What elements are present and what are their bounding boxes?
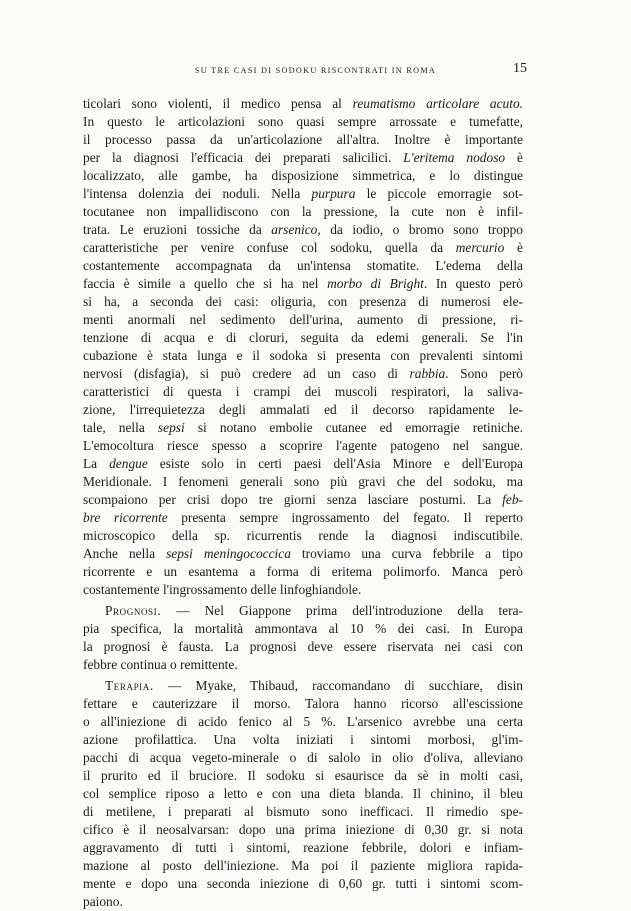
text-line: paiono.	[83, 894, 123, 909]
text-line: L'emocoltura riesce spesso a scoprire l'agente patogeno nel sangue.	[83, 438, 523, 453]
text-line: nervosi (disfagia), si può credere ad un caso di rabbia. Sono però	[83, 366, 523, 381]
page-number: 15	[513, 61, 527, 76]
text-line: scompaiono per crisi dopo tre giorni senza lasciare postumi. La feb-	[83, 492, 523, 507]
italic-term: bre ricorrente	[83, 510, 168, 525]
text-line: zione, l'irrequietezza degli ammalati ed il decorso rapidamente le-	[83, 402, 523, 417]
text-line: ricorrente e un esantema a forma di eritema polimorfo. Manca però	[83, 564, 523, 579]
text-line: pia specifica, la mortalità ammontava al 10 % dei casi. In Europa	[83, 621, 523, 636]
text-line: febbre continua o remittente.	[83, 657, 238, 672]
text-line: fettare e cauterizzare il morso. Talora hanno ricorso all'escissione	[83, 696, 523, 711]
italic-term: rabbia	[409, 366, 446, 381]
text-line: caratteristici di questa i crampi dei muscoli respiratori, la saliva-	[83, 384, 523, 399]
text-line: faccia è simile a quello che si ha nel morbo di Bright. In questo però	[83, 276, 523, 291]
text-line: Prognosi. — Nel Giappone prima dell'introduzione della tera-	[105, 603, 523, 618]
text-line: In questo le articolazioni sono quasi sempre arrossate e tumefatte,	[83, 114, 523, 129]
text-line: mazione al posto dell'iniezione. Ma poi il paziente migliora rapida-	[83, 858, 523, 873]
text-line: tocutanee non impallidiscono con la pressione, la cute non è infil-	[83, 204, 523, 219]
text-line: Meridionale. I fenomeni generali sono più gravi che del sodoku, ma	[83, 474, 523, 489]
italic-term: morbo di Bright	[327, 276, 424, 291]
text-line: bre ricorrente presenta sempre ingrossamento del fegato. Il reperto	[83, 510, 524, 525]
italic-term: L'eritema nodoso	[403, 150, 506, 165]
text-line: si ha, a seconda dei casi: oliguria, con presenza di numerosi ele-	[83, 294, 523, 309]
running-head: SU TRE CASI DI SODOKU RISCONTRATI IN ROMA	[194, 66, 437, 75]
text-line: pacchi di acqua vegeto-minerale o di salolo in olio d'oliva, alleviano	[83, 750, 523, 765]
text-line: mente e dopo una seconda iniezione di 0,60 gr. tutti i sintomi scom-	[83, 876, 523, 891]
section-heading: Prognosi.	[105, 603, 162, 618]
text-line: il prurito ed il bruciore. Il sodoku si esaurisce da sè in molti casi,	[83, 768, 523, 783]
text-line: di metilene, i preparati al bismuto sono inefficaci. Il rimedio spe-	[83, 804, 523, 819]
text-line: trata. Le eruzioni tossiche da arsenico, da iodio, o bromo sono troppo	[83, 222, 523, 237]
text-line: microscopico della sp. ricurrentis rende la diagnosi indiscutibile.	[83, 528, 523, 543]
text-line: per la diagnosi l'efficacia dei preparati salicilici. L'eritema nodoso è	[83, 150, 523, 165]
text-line: La dengue esiste solo in certi paesi dell'Asia Minore e dell'Europa	[83, 456, 523, 471]
text-line: menti anormali nel sedimento dell'urina, aumento di pressione, ri-	[83, 312, 523, 327]
text-line: aggravamento di tutti i sintomi, reazione febbrile, dolori e infiam-	[83, 840, 523, 855]
italic-term: arsenico	[271, 222, 318, 237]
italic-term: purpura	[311, 186, 356, 201]
text-line: cifico è il neosalvarsan: dopo una prima iniezione di 0,30 gr. si nota	[83, 822, 523, 837]
text-line: l'intensa dolenzia dei noduli. Nella purpura le piccole emorragie sot-	[83, 186, 524, 201]
text-line: costantemente accompagnata da un'intensa stomatite. L'edema della	[83, 258, 523, 273]
text-line: Terapia. — Myake, Thibaud, raccomandano di succhiare, disin	[105, 678, 523, 693]
text-line: azione profilattica. Una volta iniziati i sintomi morbosi, gl'im-	[83, 732, 523, 747]
text-line: localizzato, alle gambe, ha disposizione simmetrica, e lo distingue	[83, 168, 523, 183]
italic-term: dengue	[109, 456, 148, 471]
body-text	[83, 95, 523, 911]
text-line: costantemente l'ingrossamento delle linfoghiandole.	[83, 582, 362, 597]
italic-term: mercurio	[455, 240, 505, 255]
italic-term: reumatismo articolare acuto.	[352, 96, 524, 111]
italic-term: sepsi meningococcica	[166, 546, 291, 561]
text-line: tenzione di acqua e di cloruri, seguita da edemi generali. Se l'in	[83, 330, 523, 345]
text-line: Anche nella sepsi meningococcica troviamo una curva febbrile a tipo	[83, 546, 523, 561]
text-line: o all'iniezione di acido fenico al 5 %. L'arsenico avrebbe una certa	[83, 714, 523, 729]
text-line: caratteristiche per venire confuse col sodoku, quella da mercurio è	[83, 240, 523, 255]
text-line: cubazione è stata lunga e il sodoka si presenta con prevalenti sintomi	[83, 348, 523, 363]
text-line: ticolari sono violenti, il medico pensa al reumatismo articolare acuto.	[83, 96, 524, 111]
italic-term: feb-	[502, 492, 523, 507]
text-line: il processo passa da un'articolazione all'altra. Inoltre è importante	[83, 132, 523, 147]
text-line: tale, nella sepsi si notano embolie cutanee ed emorragie retiniche.	[83, 420, 523, 435]
text-line: la prognosi è fausta. La prognosi deve essere riservata nei casi con	[83, 639, 523, 654]
section-heading: Terapia.	[105, 678, 154, 693]
italic-term: sepsi	[157, 420, 185, 435]
text-line: col semplice riposo a letto e con una dieta blanda. Il chinino, il bleu	[83, 786, 523, 801]
